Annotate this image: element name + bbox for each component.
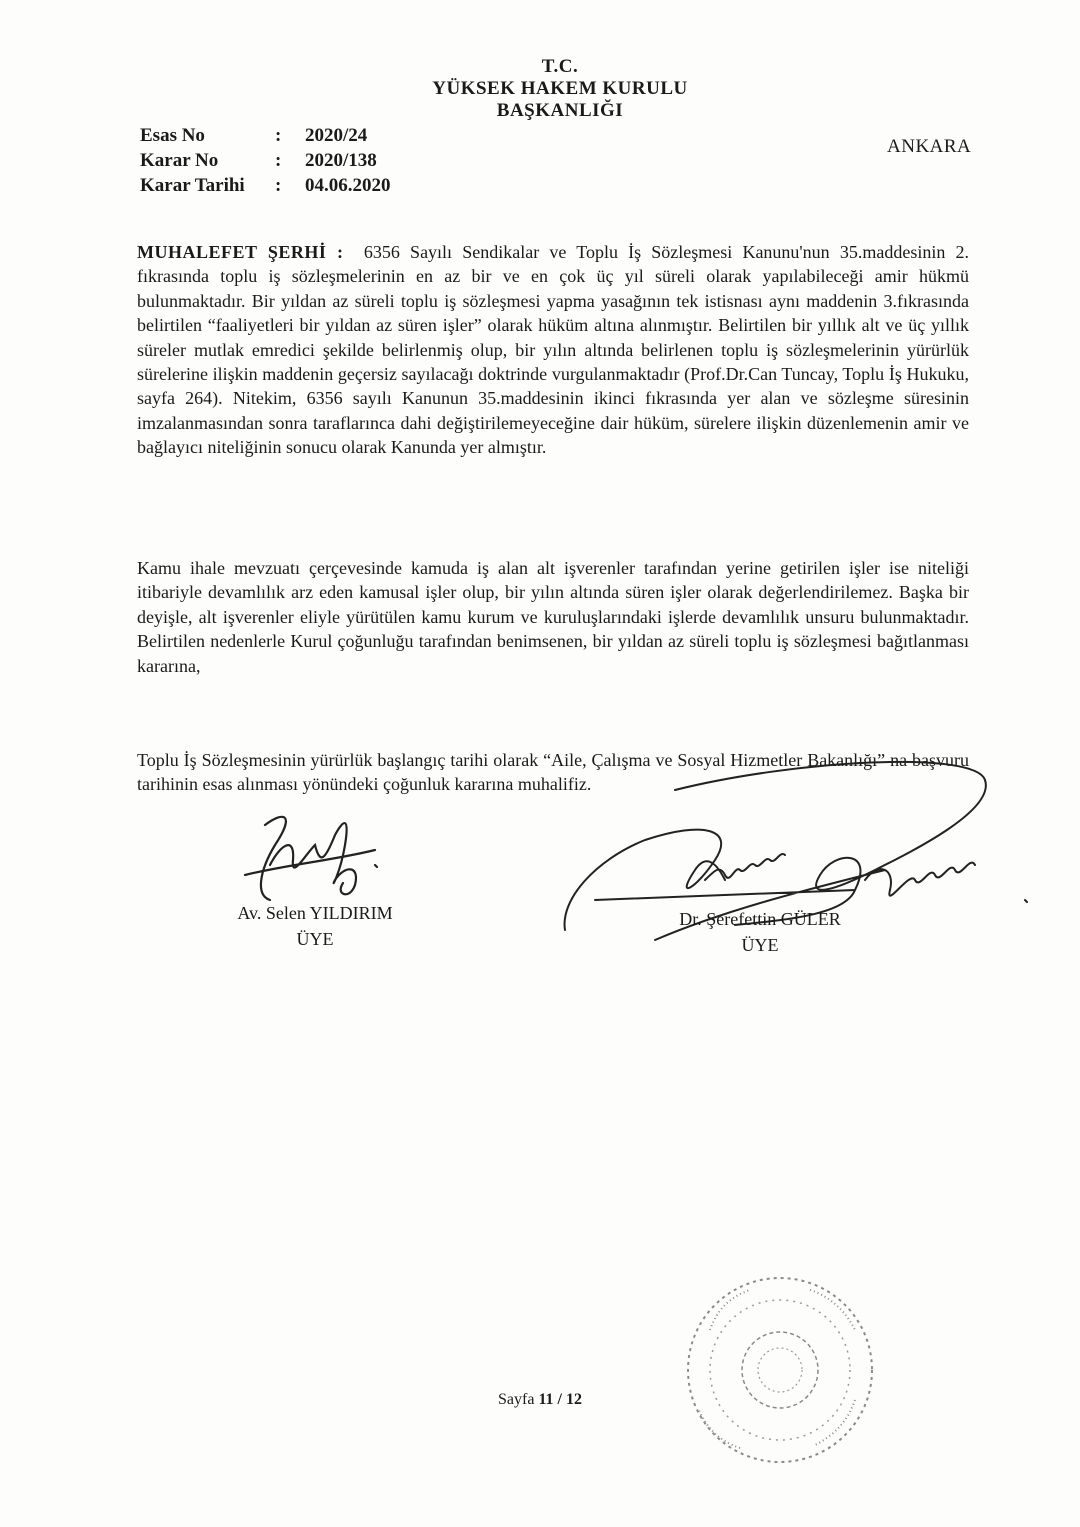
right-signatory-name: Dr. Şerefettin GÜLER [679,909,841,929]
karar-label: Karar No [140,150,219,171]
document-header [0,56,1080,122]
tarih-value: 04.06.2020 [305,175,391,196]
left-signature-scribble [225,805,395,915]
header-tc: T.C. [541,56,579,77]
karar-value: 2020/138 [305,150,377,171]
right-signatory [640,906,880,958]
left-signatory-name: Av. Selen YILDIRIM [237,903,393,923]
left-signatory [200,900,430,952]
paragraph-2 [137,556,969,678]
karar-separator: : [275,150,282,171]
paragraph-1 [137,240,969,460]
esas-value: 2020/24 [305,125,368,146]
esas-label: Esas No [140,125,205,146]
left-signatory-title: ÜYE [296,929,334,949]
paragraph-3 [137,748,969,797]
paragraph-1-text: 6356 Sayılı Sendikalar ve Toplu İş Sözleşmesi Kanunu'nun 35.maddesinin 2. fıkrasında toplu iş sözleşmelerinin en az bir ve en çok üç yıl süreli olarak yapılabileceği amir hükmü bulunmaktadır. Bir yıldan az süreli toplu iş sözleşmesi yapma yasağının tek istisnası aynı maddenin 3.fıkrasında belirtilen “faaliyetleri bir yıldan az süren işler” olarak hüküm altına alınmıştır. Belirtilen bir yıllık alt ve üç yıllık süreler mutlak emredici şekilde belirlenmiş olup, bir yılın altında belirlenen toplu iş sözleşmelerinin yürürlük sürelerine ilişkin maddenin geçersiz sayılacağı doktrinde vurgulanmaktadır (Prof.Dr.Can Tuncay, Toplu İş Hukuku, sayfa 264). Nitekim, 6356 sayılı Kanunun 35.maddesinin ikinci fıkrasında yer alan ve sözleşme süresinin imzalanmasından sonra taraflarınca dahi değiştirilemeyeceğine dair hüküm, sürelere ilişkin düzenlemenin amir ve bağlayıcı niteliğinin sonucu olarak Kanunda yer almıştır. [137,242,970,458]
tarih-separator: : [275,175,282,196]
karar-row [140,148,391,173]
city-label: ANKARA [887,136,972,157]
header-presidency: BAŞKANLIĞI [496,100,624,121]
case-meta [140,123,391,198]
tarih-label: Karar Tarihi [140,175,245,196]
esas-row [140,123,391,148]
page-number: 11 / 12 [538,1391,582,1408]
paragraph-3-text: Toplu İş Sözleşmesinin yürürlük başlangıç tarihi olarak “Aile, Çalışma ve Sosyal Hizmetler Bakanlığı” na başvuru tarihinin esas alınması yönündeki çoğunluk kararına muhalifiz. [137,750,969,795]
tarih-row [140,173,391,198]
header-institution: YÜKSEK HAKEM KURULU [432,78,688,99]
footer-prefix: Sayfa [498,1391,535,1408]
paragraph-2-text: Kamu ihale mevzuatı çerçevesinde kamuda iş alan alt işverenler tarafından yerine getirilen işler ise niteliği itibariyle devamlılık arz eden kamusal işler olup, bir yılın altında süren işler olarak değerlendirilemez. Başka bir deyişle, alt işverenler eliyle yürütülen kamu kurum ve kuruluşlarındaki işlerde devamlılık unsuru bulunmaktadır. Belirtilen nedenlerle Kurul çoğunluğu tarafından benimsenen, bir yıldan az süreli toplu iş sözleşmesi bağıtlanması kararına, [137,558,969,676]
page-footer [0,1391,1080,1409]
dissent-heading: MUHALEFET ŞERHİ : [137,242,344,262]
official-seal-stamp [680,1270,880,1470]
esas-separator: : [275,125,282,146]
right-signatory-title: ÜYE [741,935,779,955]
